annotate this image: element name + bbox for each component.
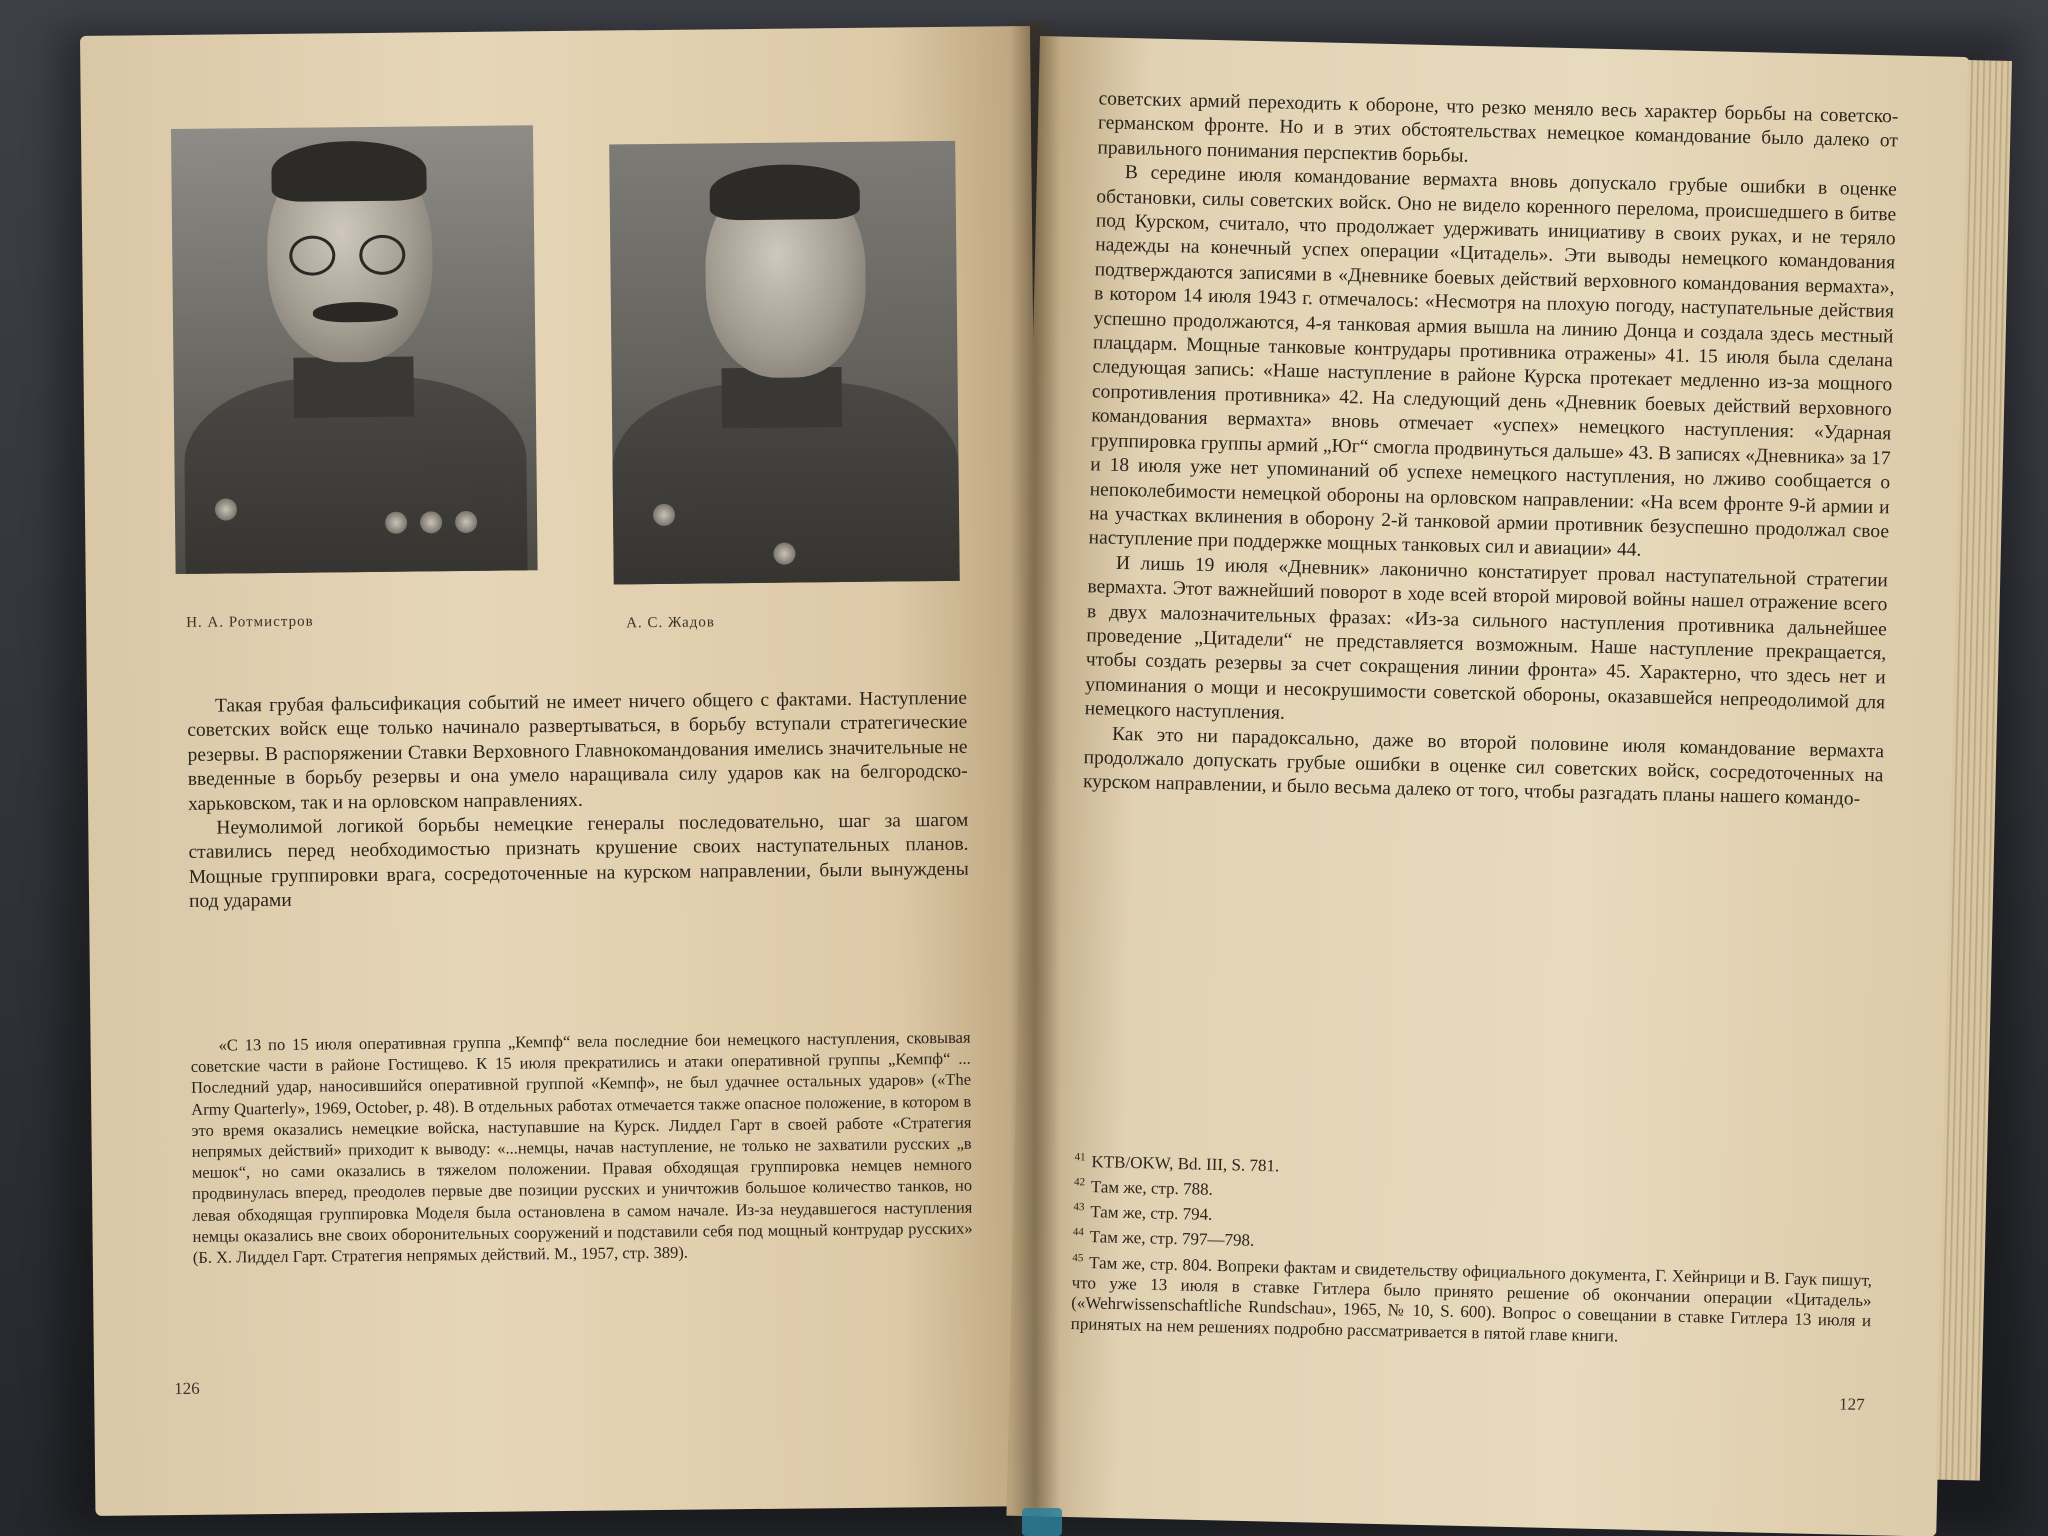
page-number-right: 127: [1838, 1394, 1865, 1415]
medal-shape: [653, 504, 675, 526]
body-paragraph: И лишь 19 июля «Дневник» лаконично констатирует провал наступательной стратегии вермахта. Этот важнейший поворот в ходе всей второй мировой войны нашел отражение всего в двух малозначительных фразах: «Из-за сильного наступления противника дальнейшее проведение „Цитадели“ не представляется возможным. Наше наступление прекращается, чтобы создать резервы за счет сокращения линии фронта» 45. Характерно, что здесь нет и упоминания о мощи и несокрушимости советской обороны, оказавшейся непреодолимой для немецкого наступления.: [1084, 552, 1889, 724]
page-number-left: 126: [174, 1378, 200, 1399]
photo-caption-2: А. С. Жадов: [626, 614, 716, 632]
photo-caption-1: Н. А. Ротмистров: [186, 613, 314, 631]
footnote-44: $^{44}$ Там же, стр. 797—798.: [1072, 1226, 1255, 1251]
glasses-left: [289, 235, 335, 275]
footnote-42: $^{42}$ Там же, стр. 788.: [1073, 1176, 1214, 1200]
right-page: [1006, 36, 1969, 1536]
medal-shape: [420, 511, 442, 533]
body-paragraph: Как это ни парадоксально, даже во второй половине июля командование вермахта продолжало допускать грубые ошибки в оценке сил советских войск, сосредоточенных на курском направлении, и было весьма далеко от того, чтобы разгадать планы нашего командо-: [1082, 723, 1885, 811]
body-paragraph: Неумолимой логикой борьбы немецкие генералы последовательно, шаг за шагом ставились перед необходимостью признать крушение своих наступательных планов. Мощные группировки врага, сосредоточенные на курском направлении, были вынуждены под ударами: [188, 809, 969, 913]
right-footnotes: [1071, 1147, 1875, 1352]
footnote-paragraph: «С 13 по 15 июля оперативная группа „Кемпф“ вела последние бои немецкого наступления, сковывая советские части в районе Гостищево. К 15 июля прекратились и атаки оперативной группы „Кемпф“ ... Последний удар, наносившийся оперативной группой «Кемпф», не был удачнее остальных ударов» («The Army Quarterly», 1969, October, p. 48). В отдельных работах отмечается также опасное положение, в котором в это время оказались немецкие войска, наступавшие на Курск. Лиддел Гарт в своей работе «Стратегия непрямых действий» приходит к выводу: «...немцы, начав наступление, не только не захватили русских „в мешок“, но сами оказались в тяжелом положении. Правая обходящая группировка немцев немного продвинулась вперед, преодолев первые две позиции русских и уничтожив большое количество танков, но левая обходящая группировка Моделя была остановлена в самом начале. Из-за неудавшегося наступления немцы оказались вне своих оборонительных сооружений и подставили себя под мощный контрудар русских» (Б. Х. Лиддел Гарт. Стратегия непрямых действий. М., 1957, стр. 389).: [190, 1027, 973, 1267]
body-paragraph: советских армий переходить к обороне, что резко меняло весь характер борьбы на советско-германском фронте. Но и в этих обстоятельствах немецкое командование было далеко от правильного понимания перспектив борьбы.: [1097, 88, 1899, 167]
right-body-text: [1083, 87, 1899, 813]
footnote-45: $^{45}$ Там же, стр. 804. Вопреки фактам и свидетельству официального документа, Г. Хейнрици и В. Гаук пишут, что уже 13 июля в ставке Гитлера было принято решение об окончании операции «Цитадель» («Wehrwissenschaftliche Rundschau», 1965, № 10, S. 600). Вопрос о совещании в ставке Гитлера 13 июля и принятых на нем решениях подробно рассматривается в пятой главе книги.: [1070, 1251, 1873, 1346]
left-footnote-text: [190, 1027, 972, 1268]
hair-shape: [709, 164, 860, 221]
left-page: [80, 26, 1045, 1516]
portrait-photo-zhadov: [609, 141, 960, 585]
medal-shape: [215, 498, 237, 520]
body-paragraph: Такая грубая фальсификация событий не имеет ничего общего с фактами. Наступление советских войск еще только начинало развертываться, в борьбу вступали стратегические резервы. В распоряжении Ставки Верховного Главнокомандования имелись значительные не введенные в борьбу резервы и она умело наращивала силу ударов как на белгородско-харьковском, так и на орловском направлениях.: [187, 687, 968, 815]
portrait-photo-rotmistrov: [171, 125, 538, 574]
footnote-43: $^{43}$ Там же, стр. 794.: [1073, 1201, 1213, 1225]
body-paragraph: В середине июля командование вермахта вновь допускало грубые ошибки в оценке обстановки, силы советских войск. Оно не видело коренного перелома, происшедшего в битве под Курском, считало, что продолжает удерживать инициативу в своих руках, и не теряло надежды на конечный успех операции «Цитадель». Эти выводы немецкого командования подтверждаются записями в «Дневнике боевых действий верховного командования вермахта», в котором 14 июля 1943 г. отмечалось: «Несмотря на плохую погоду, наступательные действия успешно продолжаются, 4-я танковая армия вышла на линию Донца и создала здесь местный плацдарм. Мощные танковые контрудары противника отражены» 41. 15 июля была сделана следующая запись: «Наше наступление в районе Курска протекает медленно из-за мощного сопротивления противника» 42. На следующий день «Дневник боевых действий верховного командования вермахта» вновь отмечает «успех» немецкого наступления: «Ударная группировка группы армий „Юг“ смогла продвинуться дальше» 43. В записях «Дневника» за 17 и 18 июля уже нет упоминаний об успехе немецкого наступления, но лживо сообщается о непоколебимости немецкой обороны на орловском направлении: «На всем фронте 9-й армии и на участках вклинения в оборону 2-й танковой армии противник безуспешно продолжал свое наступление при поддержке мощных танковых сил и авиации» 44.: [1088, 162, 1897, 562]
mustache-shape: [313, 302, 398, 323]
hair-shape: [271, 140, 427, 202]
medal-shape: [773, 543, 795, 565]
book-gutter: [1010, 20, 1060, 1530]
spine-thread: [1022, 1508, 1062, 1536]
footnote-41: $^{41}$ KTB/OKW, Bd. III, S. 781.: [1074, 1151, 1280, 1176]
left-body-text: [187, 687, 969, 915]
medal-shape: [455, 511, 477, 533]
collar-shape: [293, 357, 414, 418]
medal-shape: [385, 512, 407, 534]
